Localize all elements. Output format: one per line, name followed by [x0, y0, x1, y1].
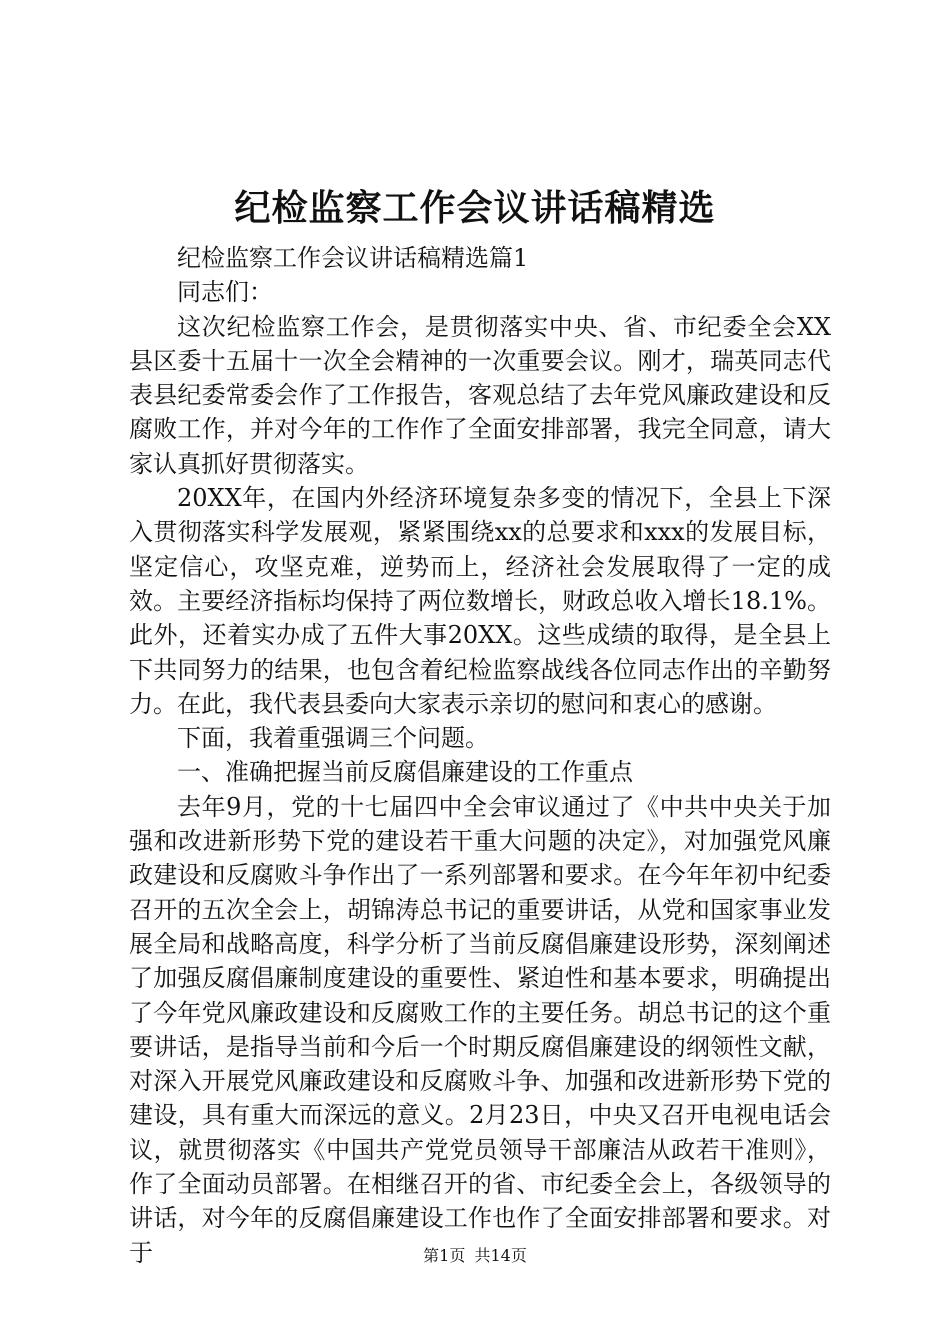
paragraph: 去年9月，党的十七届四中全会审议通过了《中共中央关于加强和改进新形势下党的建设若干重大问题的决定》，对加强党风廉政建设和反腐败斗争作出了一系列部署和要求。在今年年初中纪委召开的五次全会上，胡锦涛总书记的重要讲话，从党和国家事业发展全局和战略高度，科学分析了当前反腐倡廉建设形势，深刻阐述了加强反腐倡廉制度建设的重要性、紧迫性和基本要求，明确提出了今年党风廉政建设和反腐败工作的主要任务。胡总书记的这个重要讲话，是指导当前和今后一个时期反腐倡廉建设的纲领性文献，对深入开展党风廉政建设和反腐败斗争、加强和改进新形势下党的建设，具有重大而深远的意义。2月23日，中央又召开电视电话会议，就贯彻落实《中国共产党党员领导干部廉洁从政若干准则》，作了全面动员部署。在相继召开的省、市纪委全会上，各级领导的讲话，对今年的反腐倡廉建设工作也作了全面安排部署和要求。对于 — [129, 792, 831, 1267]
document-body — [129, 241, 831, 1270]
document-title: 纪检监察工作会议讲话稿精选 — [234, 187, 716, 229]
page-number: 第1页 — [423, 1246, 466, 1265]
paragraph: 这次纪检监察工作会，是贯彻落实中央、省、市纪委全会XX县区委十五届十一次全会精神的一次重要会议。刚才，瑞英同志代表县纪委常委会作了工作报告，客观总结了去年党风廉政建设和反腐败工作，并对今年的工作作了全面安排部署，我完全同意，请大家认真抓好贯彻落实。 — [129, 312, 831, 478]
salutation: 同志们： — [177, 278, 273, 307]
section-heading: 纪检监察工作会议讲话稿精选篇1 — [177, 244, 529, 272]
subheading: 一、准确把握当前反腐倡廉建设的工作重点 — [177, 758, 633, 787]
paragraph: 下面，我着重强调三个问题。 — [177, 724, 489, 753]
page-footer — [0, 1244, 950, 1268]
paragraph: 20XX年，在国内外经济环境复杂多变的情况下，全县上下深入贯彻落实科学发展观，紧紧围绕xx的总要求和xxx的发展目标，坚定信心，攻坚克难，逆势而上，经济社会发展取得了一定的成效。主要经济指标均保持了两位数增长，财政总收入增长18.1%。此外，还着实办成了五件大事20XX。这些成绩的取得，是全县上下共同努力的结果，也包含着纪检监察战线各位同志作出的辛勤努力。在此，我代表县委向大家表示亲切的慰问和衷心的感谢。 — [129, 484, 831, 718]
page-total: 共14页 — [474, 1246, 527, 1265]
